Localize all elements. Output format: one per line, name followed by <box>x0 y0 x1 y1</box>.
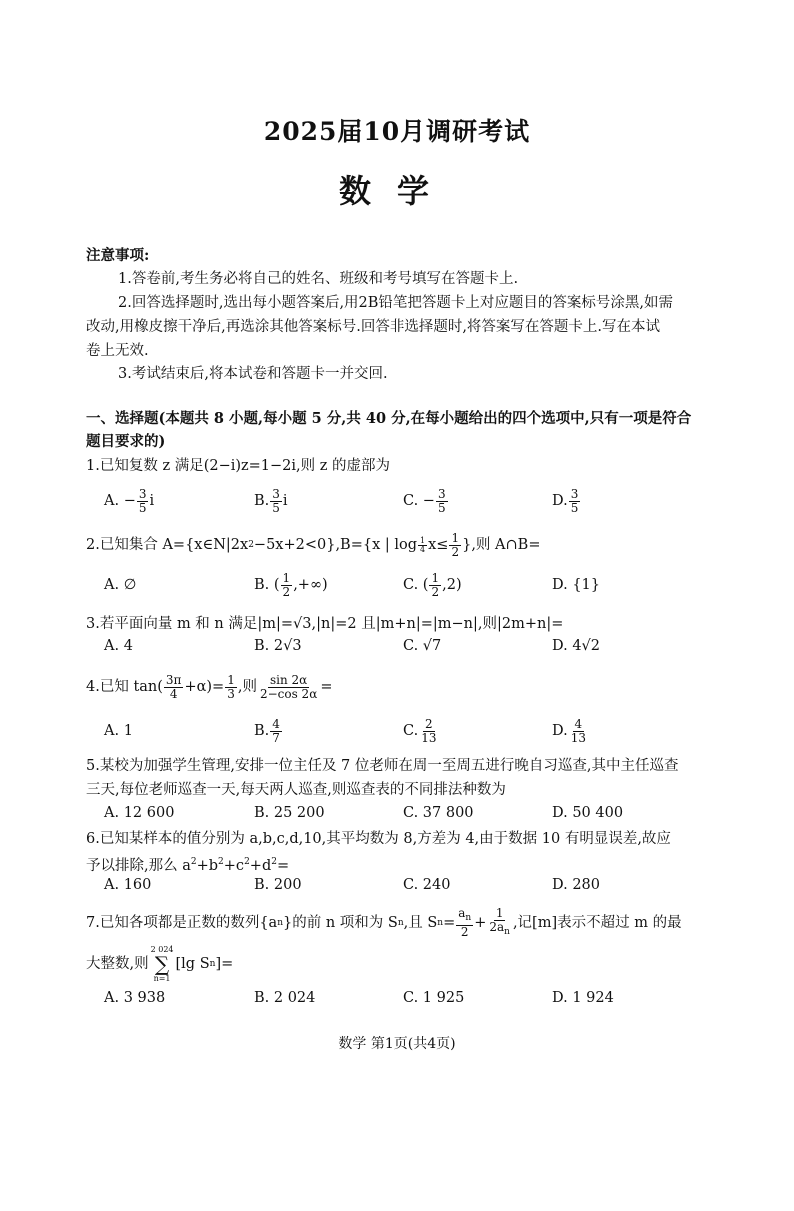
fraction: $\frac{3}{5}$ <box>570 486 579 515</box>
question-6-stem-line-2: 予以排除,那么 $a^2+b^2+c^2+d^2=$ <box>86 857 290 874</box>
fraction: $\frac{\sin 2\alpha}{2-\cos 2\alpha}$ <box>259 672 318 701</box>
section-heading-line-2: 题目要求的) <box>86 433 166 450</box>
fraction: $\frac{3\pi}{4}$ <box>165 672 182 701</box>
q7-option-b: B. 2 024 <box>254 990 316 1006</box>
question-7-options <box>104 986 704 1010</box>
q5-option-d: D. 50 400 <box>552 805 624 821</box>
q5-option-c: C. 37 800 <box>403 805 474 821</box>
q2-option-d: D. {1} <box>552 577 601 593</box>
q7-option-c: C. 1 925 <box>403 990 465 1006</box>
question-7-stem-line-2: 大整数,则 2 024 ∑ n=1 [lg S n ]= <box>86 945 234 983</box>
q6-option-c: C. 240 <box>403 877 451 893</box>
fraction: $\frac{1}{2a_n}$ <box>489 906 510 937</box>
section-heading-line-1: 一、选择题(本题共 8 小题,每小题 5 分,共 40 分,在每小题给出的四个选项中,只有一项是符合 <box>86 410 692 427</box>
notice-item-2-line-3: 卷上无效. <box>86 343 149 359</box>
q1-option-c: C. − $\frac{3}{5}$ <box>403 486 446 515</box>
notice-item-2-line-1: 2.回答选择题时,选出每小题答案后,用2B铅笔把答题卡上对应题目的答案标号涂黑,如需 <box>118 295 674 311</box>
fraction: $\frac{1}{3}$ <box>227 672 235 701</box>
q2-option-b: B. ( $\frac{1}{2}$ ,+∞) <box>254 570 328 599</box>
notice-item-1: 1.答卷前,考生务必将自己的姓名、班级和考号填写在答题卡上. <box>118 271 519 287</box>
q6-option-b: B. 200 <box>254 877 302 893</box>
q2-option-a: A. ∅ <box>104 577 137 593</box>
q7-option-d: D. 1 924 <box>552 990 614 1006</box>
fraction: $\frac{4}{13}$ <box>570 716 586 745</box>
question-5-stem-line-1: 5.某校为加强学生管理,安排一位主任及 7 位老师在周一至周五进行晚自习巡查,其中主任巡查 <box>86 758 679 774</box>
fraction: $\frac{3}{5}$ <box>437 486 446 515</box>
question-3-stem: 3.若平面向量 m 和 n 满足|m|=√3,|n|=2 且|m+n|=|m−n|,则|2m+n|= <box>86 616 564 632</box>
q4-option-c: C. $\frac{2}{13}$ <box>403 716 437 745</box>
notice-heading: 注意事项: <box>86 247 150 264</box>
q5-option-a: A. 12 600 <box>104 805 175 821</box>
q3-option-d: D. 4√2 <box>552 638 601 654</box>
q7-option-a: A. 3 938 <box>104 990 166 1006</box>
question-5-options <box>104 801 704 825</box>
fraction: $\frac{4}{7}$ <box>272 716 280 745</box>
question-6-options <box>104 873 704 897</box>
q6-option-d: D. 280 <box>552 877 601 893</box>
question-3-options <box>104 634 704 658</box>
q4-option-a: A. 1 <box>104 723 133 739</box>
q3-option-c: C. √7 <box>403 638 442 654</box>
fraction: $\frac{1}{4}$ <box>420 535 426 554</box>
question-2-stem: 2.已知集合 A={x∈N|2x 2 −5x+2<0},B={x | log $\frac{1}{4}$ x≤ $\frac{1}{2}$ },则 A∩B= <box>86 530 541 559</box>
question-7-stem-line-1: 7.已知各项都是正数的数列{a n }的前 n 项和为 S n ,且 S n = $\frac{a_n}{2}$ + $\frac{1}{2a_n}$ ,记[m]表示不超过 m 的最 <box>86 906 682 939</box>
question-4-stem: 4.已知 tan( $\frac{3\pi}{4}$ +α)= $\frac{1}{3}$ ,则 $\frac{\sin 2\alpha}{2-\cos 2\alpha}$ = <box>86 672 333 701</box>
q1-option-a: A. − $\frac{3}{5}$ i <box>104 486 155 515</box>
q3-option-b: B. 2√3 <box>254 638 302 654</box>
fraction: $\frac{1}{2}$ <box>282 570 291 599</box>
fraction: $\frac{a_n}{2}$ <box>458 906 472 939</box>
question-6-stem-line-1: 6.已知某样本的值分别为 a,b,c,d,10,其平均数为 8,方差为 4,由于数据 10 有明显误差,故应 <box>86 831 671 847</box>
q3-option-a: A. 4 <box>104 638 133 654</box>
page-footer: 数学 第1页(共4页) <box>338 1036 456 1052</box>
fraction: $\frac{2}{13}$ <box>421 716 437 745</box>
question-1-options <box>104 483 704 519</box>
subject-title: 数学 <box>338 172 455 210</box>
q1-option-b: B. $\frac{3}{5}$ i <box>254 486 288 515</box>
q2-option-c: C. ( $\frac{1}{2}$ ,2) <box>403 570 462 599</box>
fraction: $\frac{3}{5}$ <box>272 486 280 515</box>
notice-item-2-line-2: 改动,用橡皮擦干净后,再选涂其他答案标号.回答非选择题时,将答案写在答题卡上.写在本试 <box>86 319 661 335</box>
question-5-stem-line-2: 三天,每位老师巡查一天,每天两人巡查,则巡查表的不同排法种数为 <box>86 782 506 798</box>
q6-option-a: A. 160 <box>104 877 152 893</box>
q4-option-d: D. $\frac{4}{13}$ <box>552 716 586 745</box>
fraction: $\frac{3}{5}$ <box>138 486 147 515</box>
question-1-stem: 1.已知复数 z 满足(2−i)z=1−2i,则 z 的虚部为 <box>86 458 391 474</box>
question-2-options <box>104 567 704 603</box>
fraction: $\frac{1}{2}$ <box>451 530 460 559</box>
fraction: $\frac{1}{2}$ <box>431 570 440 599</box>
summation: 2 024 ∑ n=1 <box>150 945 174 983</box>
q1-option-d: D. $\frac{3}{5}$ <box>552 486 579 515</box>
exam-title: 2025届10月调研考试 <box>263 117 531 146</box>
q5-option-b: B. 25 200 <box>254 805 325 821</box>
notice-item-3: 3.考试结束后,将本试卷和答题卡一并交回. <box>118 366 388 382</box>
q4-option-b: B. $\frac{4}{7}$ <box>254 716 280 745</box>
question-4-options <box>104 713 704 749</box>
